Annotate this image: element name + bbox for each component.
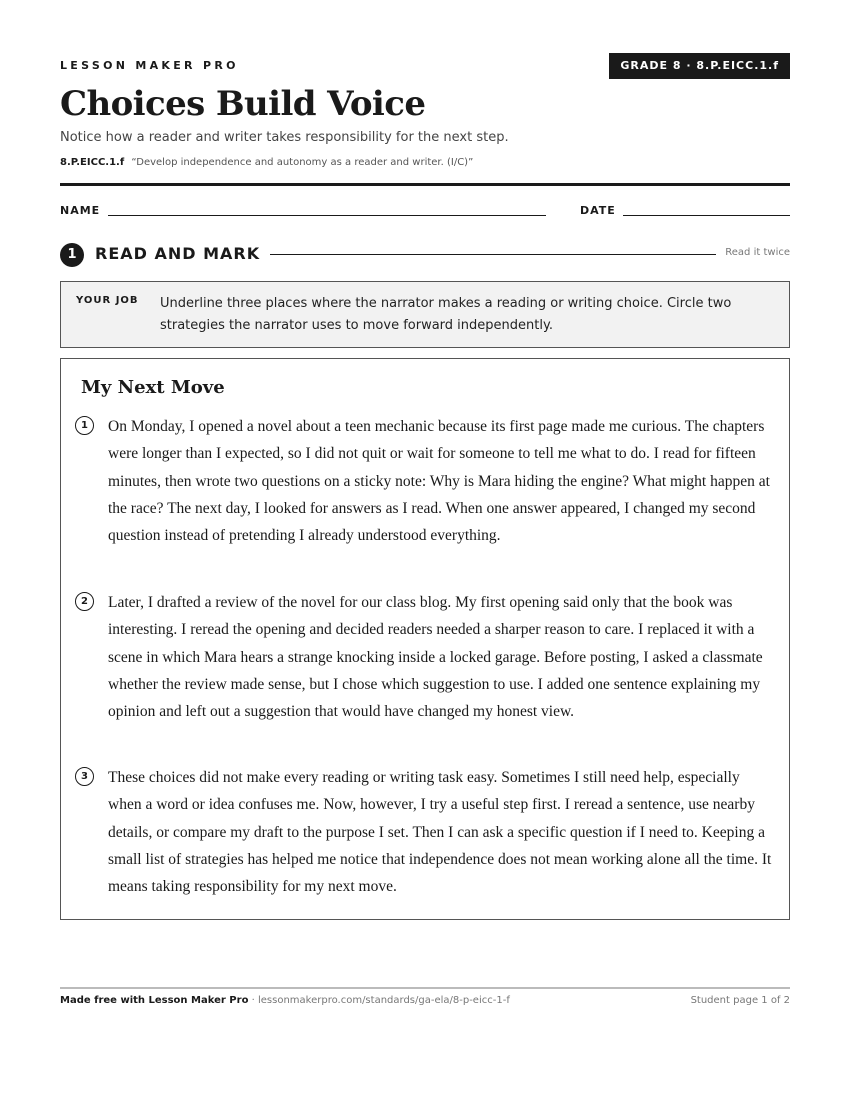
section-note: Read it twice <box>725 247 790 258</box>
job-instructions-box <box>60 281 790 348</box>
paragraph-number-icon: 3 <box>75 767 94 786</box>
brand-name: LESSON MAKER PRO <box>60 59 239 72</box>
footer-page-number: Student page 1 of 2 <box>690 995 790 1006</box>
standard-text: “Develop independence and autonomy as a reader and writer. (I/C)” <box>131 157 474 168</box>
paragraph-number-icon: 1 <box>75 416 94 435</box>
section-title: READ AND MARK <box>95 244 261 263</box>
passage-box <box>60 358 790 920</box>
name-label: NAME <box>60 204 101 217</box>
paragraph-number-icon: 2 <box>75 592 94 611</box>
footer-made-with: Made free with Lesson Maker Pro <box>60 995 249 1006</box>
passage-title: My Next Move <box>81 377 225 398</box>
footer-url[interactable]: · lessonmakerpro.com/standards/ga-ela/8-p-eicc-1-f <box>248 995 510 1006</box>
job-text: Underline three places where the narrator makes a reading or writing choice. Circle two strategies the narrator uses to move forward independently. <box>160 296 732 333</box>
paragraph-text: On Monday, I opened a novel about a teen mechanic because its first page made me curious. The chapters were longer than I expected, so I did not quit or wait for someone to tell me what to do. I read for fifteen minutes, then wrote two questions on a sticky note: Why is Mara hiding the engine? What might happen at the race? The next day, I looked for answers as I read. When one answer appeared, I changed my second question instead of pretending I already understood everything. <box>108 418 770 545</box>
header-divider <box>60 183 790 186</box>
date-label: DATE <box>580 204 616 217</box>
passage-paragraph <box>81 589 773 725</box>
footer-credit <box>60 995 510 1006</box>
page-subtitle: Notice how a reader and writer takes responsibility for the next step. <box>60 130 509 145</box>
date-field[interactable] <box>623 215 790 216</box>
paragraph-text: Later, I drafted a review of the novel for our class blog. My first opening said only that the book was interesting. I reread the opening and decided readers needed a sharper reason to care. I replaced it with a scene in which Mara hears a strange knocking inside a locked garage. Before posting, I asked a classmate whether the review made sense, but I chose which suggestion to use. I added one sentence explaining my opinion and left out a suggestion that would have changed my honest view. <box>108 594 763 721</box>
paragraph-text: These choices did not make every reading or writing task easy. Sometimes I still need help, especially when a word or idea confuses me. Now, however, I try a useful step first. I reread a sentence, use nearby details, or compare my draft to the purpose I set. Then I can ask a specific question if I need to. Keeping a small list of strategies has helped me notice that independence does not mean working alone all the time. It means taking responsibility for my next move. <box>108 769 772 896</box>
standard-line <box>60 157 473 168</box>
section-divider <box>270 254 716 255</box>
section-header <box>60 242 790 268</box>
standard-code: 8.P.EICC.1.f <box>60 157 125 168</box>
footer-divider <box>60 987 790 989</box>
job-label: YOUR JOB <box>76 295 139 306</box>
passage-paragraph <box>81 413 773 549</box>
grade-badge: GRADE 8 · 8.P.EICC.1.f <box>609 53 790 79</box>
passage-paragraph <box>81 764 773 900</box>
section-number-badge: 1 <box>60 243 84 267</box>
name-field[interactable] <box>108 215 546 216</box>
page-title: Choices Build Voice <box>60 84 426 124</box>
